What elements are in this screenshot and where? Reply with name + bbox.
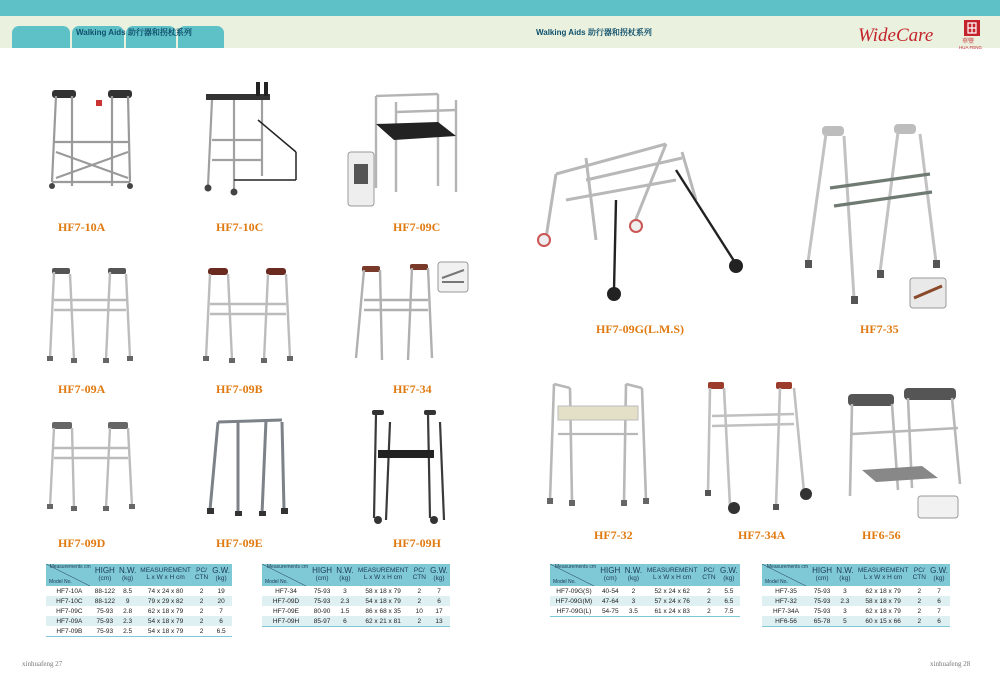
table-row: HF7-09G(S) 40-54 2 52 x 24 x 62 2 5.5 <box>556 587 734 595</box>
table-row: HF7-09G(L) 54-75 3.5 61 x 24 x 83 2 7.5 <box>550 606 740 617</box>
nw-header: N.W. (kg) <box>334 564 355 586</box>
product-label-hf7-35: HF7-35 <box>860 322 899 336</box>
walker-hf7-34a-image <box>700 380 820 525</box>
top-color-bar <box>0 0 1000 16</box>
header-tab <box>12 26 70 48</box>
pc-header: PC/ CTN <box>411 564 428 586</box>
walker-hf7-34-image <box>350 260 470 371</box>
product-label-hf7-09b: HF7-09B <box>216 382 263 396</box>
brand-cn-text: 華豐 <box>962 38 975 45</box>
gw-header: G.W. (kg) <box>718 564 740 586</box>
product-label-hf7-09a: HF7-09A <box>58 382 106 396</box>
gw-header: G.W. (kg) <box>428 564 450 586</box>
product-label-hf7-10a: HF7-10A <box>58 220 106 234</box>
table-corner-header: Measurements cm Model No. <box>550 564 598 586</box>
product-label-hf6-56: HF6-56 <box>862 528 901 542</box>
gw-header: G.W. (kg) <box>928 564 950 586</box>
right-page-title: Walking Aids 助行器和拐杖系列 <box>536 28 652 37</box>
brand-wordmark: WideCare <box>858 25 934 46</box>
product-label-hf7-09g: HF7-09G(L.M.S) <box>596 322 684 336</box>
table-row: HF7-09G(M) 47-64 3 57 x 24 x 76 2 6.5 <box>550 596 740 606</box>
walker-hf7-09e-image <box>204 416 288 521</box>
pc-header: PC/ CTN <box>193 564 210 586</box>
table-corner-header: Measurements cm Model No. <box>262 564 310 586</box>
product-label-hf7-34: HF7-34 <box>393 382 432 396</box>
table-corner-header: Measurements cm Model No. <box>762 564 810 586</box>
walker-hf7-09b-image <box>200 264 296 369</box>
table-corner-header: Measurements cm Model No. <box>46 564 93 586</box>
table-row: HF7-35 75-93 3 62 x 18 x 79 2 7 <box>775 587 941 595</box>
page-number: 28 <box>963 660 971 668</box>
product-label-hf7-10c: HF7-10C <box>216 220 264 234</box>
measurement-header: MEASUREMENT L x W x H cm <box>356 564 411 586</box>
table-row: HF7-10A 88-122 8.5 74 x 24 x 80 2 19 <box>56 587 225 595</box>
pc-header: PC/ CTN <box>911 564 928 586</box>
spec-table-2 <box>262 564 450 627</box>
brand-en-text: HUA FENG <box>959 45 983 49</box>
table-row: HF7-34A 75-93 3 62 x 18 x 79 2 7 <box>772 607 941 615</box>
product-label-hf7-09c: HF7-09C <box>393 220 441 234</box>
table-row: HF7-32 75-93 2.3 58 x 18 x 79 2 6 <box>762 596 950 606</box>
table-row: HF7-09E 80-90 1.5 86 x 68 x 35 10 17 <box>272 607 443 615</box>
product-label-hf7-09e: HF7-09E <box>216 536 263 550</box>
table-row: HF7-09A 75-93 2.3 54 x 18 x 79 2 6 <box>46 616 232 626</box>
product-label-hf7-09d: HF7-09D <box>58 536 106 550</box>
pc-header: PC/ CTN <box>700 564 718 586</box>
table-row: HF7-09B 75-93 2.5 54 x 18 x 79 2 6.5 <box>46 626 232 637</box>
measurement-header: MEASUREMENT L x W x H cm <box>856 564 911 586</box>
left-footer <box>22 660 62 668</box>
commode-hf6-56-image <box>842 384 966 525</box>
walker-hf7-10a-image <box>42 82 142 199</box>
walker-hf7-09d-image <box>44 418 136 519</box>
left-page-title: Walking Aids 助行器和拐杖系列 <box>76 28 192 37</box>
walker-hf7-10c-image <box>198 80 302 201</box>
high-header: HIGH (cm) <box>93 564 117 586</box>
walker-hf7-09c-image <box>346 88 464 213</box>
spec-table-1 <box>46 564 232 637</box>
gw-header: G.W. (kg) <box>210 564 232 586</box>
walker-hf7-35-image <box>800 122 960 317</box>
high-header: HIGH (cm) <box>598 564 623 586</box>
nw-header: N.W. (kg) <box>117 564 138 586</box>
high-header: HIGH (cm) <box>310 564 334 586</box>
walker-hf7-09a-image <box>44 264 136 369</box>
table-row: HF7-10C 88-122 9 79 x 29 x 82 2 20 <box>46 596 232 606</box>
product-label-hf7-09h: HF7-09H <box>393 536 441 550</box>
walker-hf7-09h-image <box>368 408 448 533</box>
spec-table-3 <box>550 564 740 617</box>
table-row: HF7-34 75-93 3 58 x 18 x 79 2 7 <box>275 587 441 595</box>
table-row: HF7-09H 85-97 6 62 x 21 x 81 2 13 <box>262 616 450 627</box>
walker-hf7-09g-image <box>536 140 748 311</box>
walker-hf7-32-image <box>544 380 652 515</box>
page-number: 27 <box>55 660 63 668</box>
product-label-hf7-32: HF7-32 <box>594 528 633 542</box>
nw-header: N.W. (kg) <box>834 564 855 586</box>
footer-brand: xinhuafeng <box>930 660 962 668</box>
product-label-hf7-34a: HF7-34A <box>738 528 786 542</box>
measurement-header: MEASUREMENT L x W x H cm <box>138 564 193 586</box>
spec-table-4 <box>762 564 950 627</box>
measurement-header: MEASUREMENT L x W x H cm <box>644 564 700 586</box>
footer-brand: xinhuafeng <box>22 660 54 668</box>
nw-header: N.W. (kg) <box>623 564 645 586</box>
table-row: HF7-09D 75-93 2.3 54 x 18 x 79 2 6 <box>262 596 450 606</box>
table-row: HF7-09C 75-93 2.8 62 x 18 x 79 2 7 <box>56 607 223 615</box>
right-footer <box>930 660 970 668</box>
table-row: HF6-56 65-78 5 60 x 15 x 66 2 6 <box>762 616 950 627</box>
high-header: HIGH (cm) <box>810 564 834 586</box>
widecare-logo <box>858 19 998 49</box>
